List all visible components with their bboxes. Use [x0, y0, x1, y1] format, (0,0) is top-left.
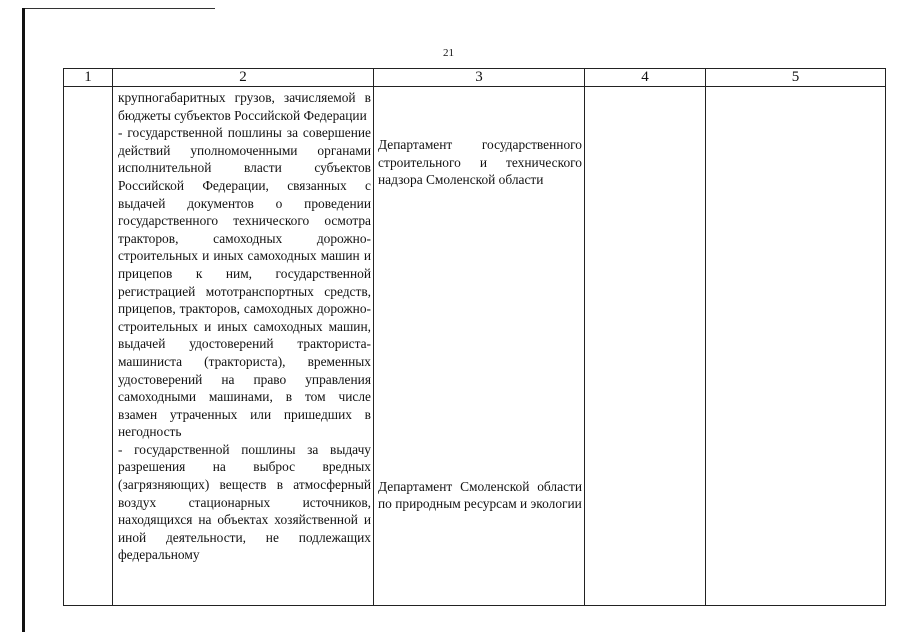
column-header-4: 4 — [585, 69, 706, 87]
top-rule — [22, 8, 215, 9]
cell-col5 — [706, 87, 886, 606]
revenue-item-text: - государственной пошлины за совершение действий уполномоченными органами исполнительной власти субъектов Российской Федерации, связанных с выдачей документов о проведении государственного технического осмотра тракторов, самоходных дорожно-строительных и иных самоходных машин и прицепов к ним, государственной регистрацией мототранспортных средств, прицепов, тракторов, самоходных дорожно-строительных и иных самоходных машин, выдачей удостоверений тракториста-машиниста (тракториста), временных удостоверений на право управления самоходными машинами, в том числе взамен утраченных или пришедших в негодность — [118, 125, 371, 440]
revenue-item-text: - государственной пошлины за выдачу разрешения на выброс вредных (загрязняющих) веществ в атмосферный воздух стационарных источников, находящихся на объектах хозяйственной и иной деятельности, не подлежащих федеральному — [118, 441, 371, 563]
column-header-3: 3 — [374, 69, 585, 87]
column-header-5: 5 — [706, 69, 886, 87]
cell-col1 — [64, 87, 113, 606]
budget-table — [63, 68, 886, 606]
cell-col4 — [585, 87, 706, 606]
table-row — [64, 87, 886, 606]
cell-col2 — [113, 87, 374, 606]
department-name: Департамент государственного строительного и технического надзора Смоленской области — [378, 137, 582, 188]
department-name: Департамент Смоленской области по природным ресурсам и экологии — [378, 478, 582, 512]
revenue-item-text: крупногабаритных грузов, зачисляемой в бюджеты субъектов Российской Федерации — [118, 90, 371, 123]
page-number: 21 — [443, 47, 454, 59]
header-row — [64, 69, 886, 87]
left-margin-bar — [22, 8, 25, 632]
cell-col3 — [374, 87, 585, 606]
column-header-1: 1 — [64, 69, 113, 87]
column-header-2: 2 — [113, 69, 374, 87]
